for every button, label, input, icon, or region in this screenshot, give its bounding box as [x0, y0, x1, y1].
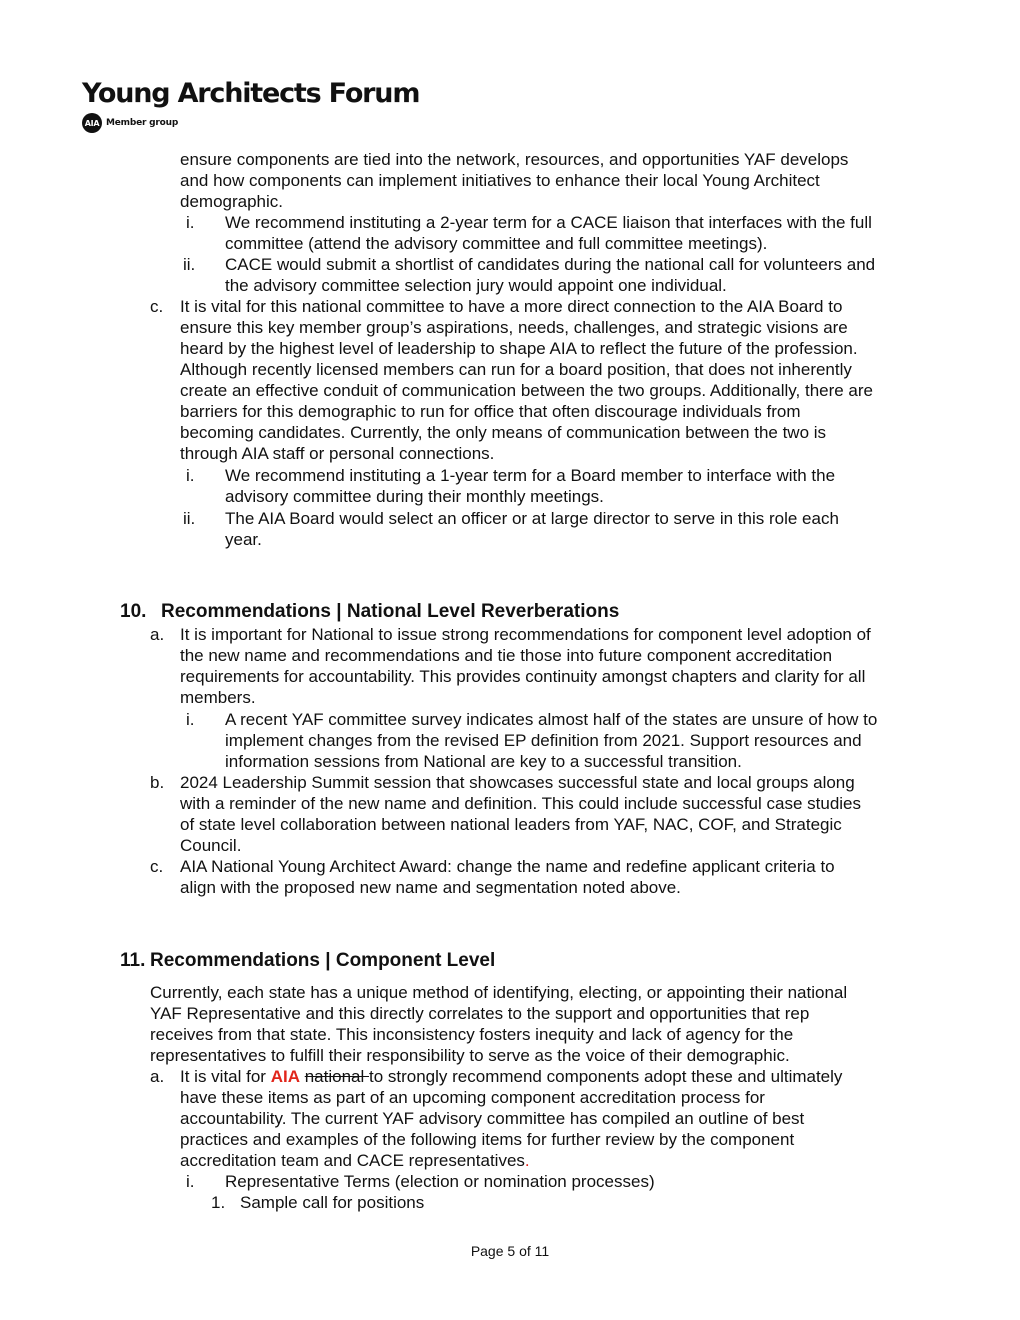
list-item-line: CACE would submit a shortlist of candidates during the national call for volunteers and — [225, 255, 876, 274]
paragraph-line: representatives to fulfill their responsibility to serve as the voice of their demographic. — [150, 1046, 790, 1065]
paragraph-line-with-edit — [180, 1066, 842, 1087]
paragraph-line — [180, 1150, 530, 1171]
paragraph-line: It is vital for this national committee to have a more direct connection to the AIA Board to — [180, 297, 843, 316]
section-heading: Recommendations | Component Level — [150, 950, 496, 971]
paragraph-line: heard by the highest level of leadership to shape AIA to reflect the future of the profession. — [180, 339, 858, 358]
paragraph-line: becoming candidates. Currently, the only means of communication between the two is — [180, 423, 827, 442]
paragraph-line: YAF Representative and this directly correlates to the support and opportunities that rep — [150, 1004, 810, 1023]
paragraph-line: the new name and recommendations and tie those into future component accreditation — [180, 646, 833, 665]
list-marker: i. — [186, 710, 195, 729]
list-item-line: committee (attend the advisory committee and full committee meetings). — [225, 234, 768, 253]
logo-title: Young Architects Forum — [82, 78, 420, 109]
paragraph-line: through AIA staff or personal connections. — [180, 444, 495, 463]
list-item-line: year. — [225, 530, 262, 549]
list-marker: i. — [186, 466, 195, 485]
paragraph-line: requirements for accountability. This provides continuity amongst chapters and clarity for all — [180, 667, 866, 686]
list-marker: ii. — [183, 509, 196, 528]
list-marker: c. — [150, 297, 164, 316]
paragraph-line: receives from that state. This inconsistency fosters inequity and lack of agency for the — [150, 1025, 794, 1044]
struck-text: national — [304, 1067, 369, 1086]
inserted-aia-text: AIA — [270, 1067, 300, 1086]
list-item-line: We recommend instituting a 1-year term for a Board member to interface with the — [225, 466, 836, 485]
paragraph-line: and how components can implement initiatives to enhance their local Young Architect — [180, 171, 820, 190]
list-item-line: The AIA Board would select an officer or at large director to serve in this role each — [225, 509, 839, 528]
page-number: Page 5 of 11 — [470, 1243, 550, 1259]
paragraph-line: have these items as part of an upcoming component accreditation process for — [180, 1088, 765, 1107]
list-item-line: advisory committee during their monthly meetings. — [225, 487, 604, 506]
paragraph-line: Currently, each state has a unique method of identifying, electing, or appointing their national — [150, 983, 848, 1002]
member-group-badge — [82, 113, 178, 133]
list-marker: ii. — [183, 255, 196, 274]
list-marker: c. — [150, 857, 164, 876]
paragraph-line: ensure components are tied into the network, resources, and opportunities YAF develops — [180, 150, 849, 169]
section-number: 11. — [120, 950, 146, 971]
edit-pre-text: It is vital for — [180, 1067, 271, 1086]
list-item-line: the advisory committee selection jury would appoint one individual. — [225, 276, 727, 295]
paragraph-line: demographic. — [180, 192, 284, 211]
paragraph-line: 2024 Leadership Summit session that showcases successful state and local groups along — [180, 773, 855, 792]
paragraph-line: Although recently licensed members can run for a board position, that does not inherently — [180, 360, 852, 379]
paragraph-line: create an effective conduit of communication between the two groups. Additionally, there are — [180, 381, 874, 400]
aia-logo-icon: AIA — [82, 113, 102, 133]
list-marker: i. — [186, 213, 195, 232]
section-heading: Recommendations | National Level Reverberations — [161, 601, 620, 622]
paragraph-line: with a reminder of the new name and definition. This could include successful case studies — [180, 794, 862, 813]
paragraph-line: barriers for this demographic to run for office that often discourage individuals from — [180, 402, 801, 421]
list-item-line: Sample call for positions — [240, 1193, 425, 1212]
paragraph-line: accountability. The current YAF advisory committee has compiled an outline of best — [180, 1109, 805, 1128]
list-marker: a. — [150, 625, 165, 644]
paragraph-line: members. — [180, 688, 256, 707]
paragraph-line: It is important for National to issue strong recommendations for component level adoption of — [180, 625, 871, 644]
list-item-line: information sessions from National are key to a successful transition. — [225, 752, 742, 771]
list-item-line: A recent YAF committee survey indicates almost half of the states are unsure of how to — [225, 710, 878, 729]
member-group-label: Member group — [106, 118, 179, 128]
list-marker: 1. — [211, 1193, 226, 1212]
list-marker: a. — [150, 1067, 165, 1086]
list-marker: i. — [186, 1172, 195, 1191]
edit-post-text: to strongly recommend components adopt these and ultimately — [368, 1067, 843, 1086]
last-line-text: accreditation team and CACE representatives — [180, 1151, 525, 1170]
list-marker: b. — [150, 773, 165, 792]
paragraph-line: align with the proposed new name and segmentation noted above. — [180, 878, 681, 897]
section-number: 10. — [120, 601, 147, 622]
list-item-line: We recommend instituting a 2-year term for a CACE liaison that interfaces with the full — [225, 213, 872, 232]
paragraph-line: Council. — [180, 836, 242, 855]
list-item-line: implement changes from the revised EP definition from 2021. Support resources and — [225, 731, 862, 750]
paragraph-line: ensure this key member group’s aspirations, needs, challenges, and strategic visions are — [180, 318, 848, 337]
inserted-period: . — [524, 1151, 530, 1170]
paragraph-line: practices and examples of the following items for further review by the component — [180, 1130, 795, 1149]
paragraph-line: of state level collaboration between national leaders from YAF, NAC, COF, and Strategic — [180, 815, 842, 834]
paragraph-line: AIA National Young Architect Award: change the name and redefine applicant criteria to — [180, 857, 835, 876]
list-item-line: Representative Terms (election or nomination processes) — [225, 1172, 655, 1191]
